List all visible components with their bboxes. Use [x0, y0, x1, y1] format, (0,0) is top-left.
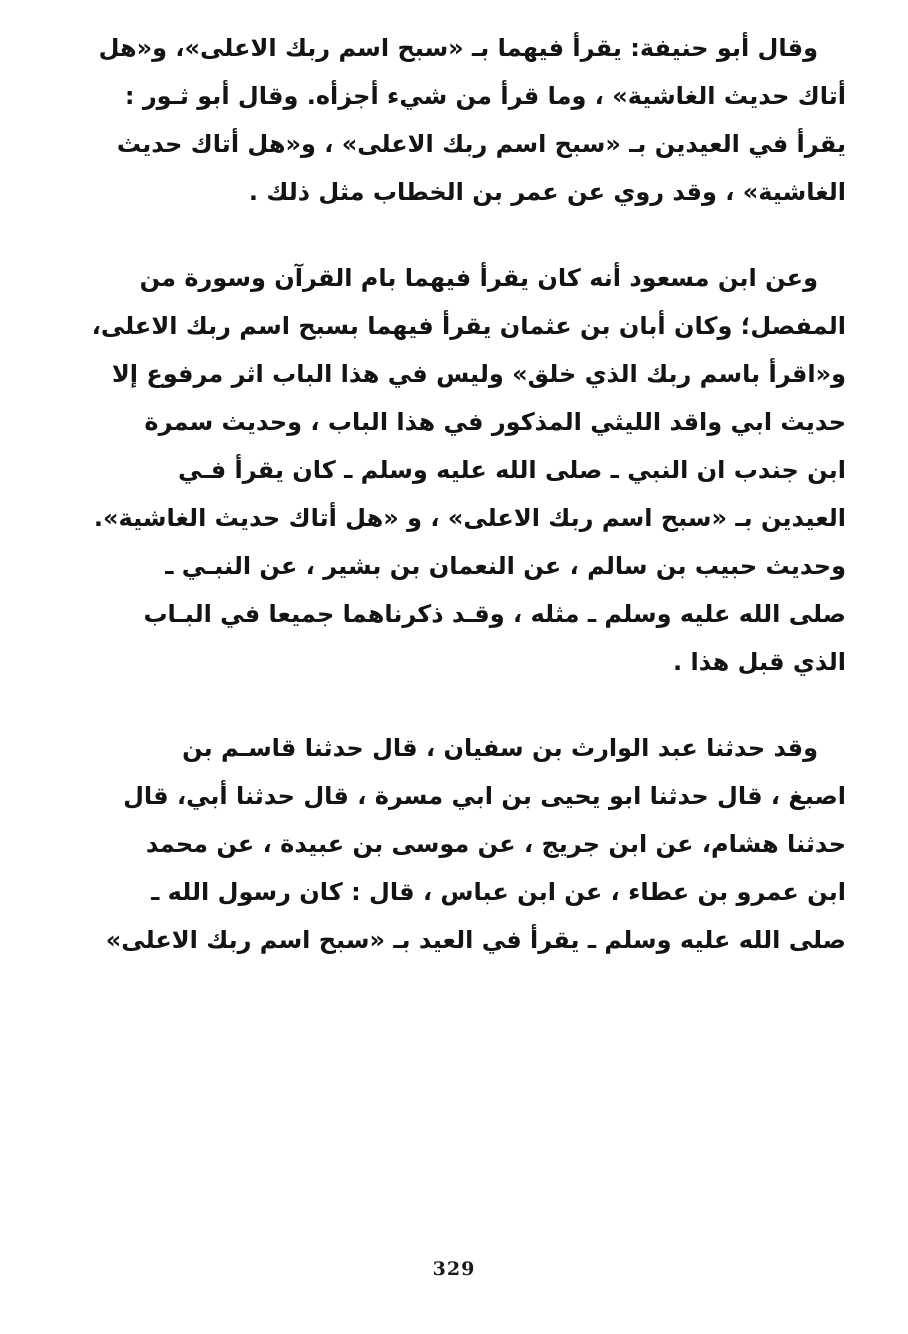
text-line: اصبغ ، قال حدثنا ابو يحيى بن ابي مسرة ، قال حدثنا أبي، قال — [123, 782, 846, 810]
paragraph-1 — [98, 24, 846, 216]
paragraph-spacer — [210, 686, 846, 724]
text-line: الذي قبل هذا . — [673, 648, 846, 676]
text-line: ابن عمرو بن عطاء ، عن ابن عباس ، قال : كان رسول الله ـ — [151, 878, 846, 906]
paragraph-3 — [105, 724, 846, 964]
text-line: صلى الله عليه وسلم ـ مثله ، وقـد ذكرناهما جميعا في البـاب — [143, 600, 846, 628]
text-line: الغاشية» ، وقد روي عن عمر بن الخطاب مثل ذلك . — [248, 178, 846, 206]
text-line: المفصل؛ وكان أبان بن عثمان يقرأ فيهما بسبح اسم ربك الاعلى، — [91, 312, 846, 340]
paragraph-spacer — [210, 216, 846, 254]
text-line: وقال أبو حنيفة: يقرأ فيهما بـ «سبح اسم ربك الاعلى»، و«هل — [98, 34, 818, 62]
text-line: وحديث حبيب بن سالم ، عن النعمان بن بشير ، عن النبـي ـ — [165, 552, 846, 580]
text-line: يقرأ في العيدين بـ «سبح اسم ربك الاعلى» ، و«هل أتاك حديث — [116, 130, 846, 158]
text-line: ابن جندب ان النبي ـ صلى الله عليه وسلم ـ كان يقرأ فـي — [177, 456, 846, 484]
text-line: حديث ابي واقد الليثي المذكور في هذا الباب ، وحديث سمرة — [144, 408, 846, 436]
text-line: و«اقرأ باسم ربك الذي خلق» وليس في هذا الباب اثر مرفوع إلا — [111, 360, 846, 388]
text-line: صلى الله عليه وسلم ـ يقرأ في العيد بـ «سبح اسم ربك الاعلى» — [105, 926, 846, 954]
paragraph-2 — [91, 254, 846, 686]
text-line: وعن ابن مسعود أنه كان يقرأ فيهما بام القرآن وسورة من — [139, 264, 818, 292]
text-line: العيدين بـ «سبح اسم ربك الاعلى» ، و «هل أتاك حديث الغاشية». — [93, 504, 846, 532]
text-line: حدثنا هشام، عن ابن جريج ، عن موسى بن عبيدة ، عن محمد — [145, 830, 846, 858]
text-body — [91, 24, 846, 964]
text-line: أتاك حديث الغاشية» ، وما قرأ من شيء أجزأه. وقال أبو ثـور : — [124, 82, 846, 110]
page-number: 329 — [432, 1258, 476, 1280]
text-line: وقد حدثنا عبد الوارث بن سفيان ، قال حدثنا قاسـم بن — [182, 734, 818, 762]
